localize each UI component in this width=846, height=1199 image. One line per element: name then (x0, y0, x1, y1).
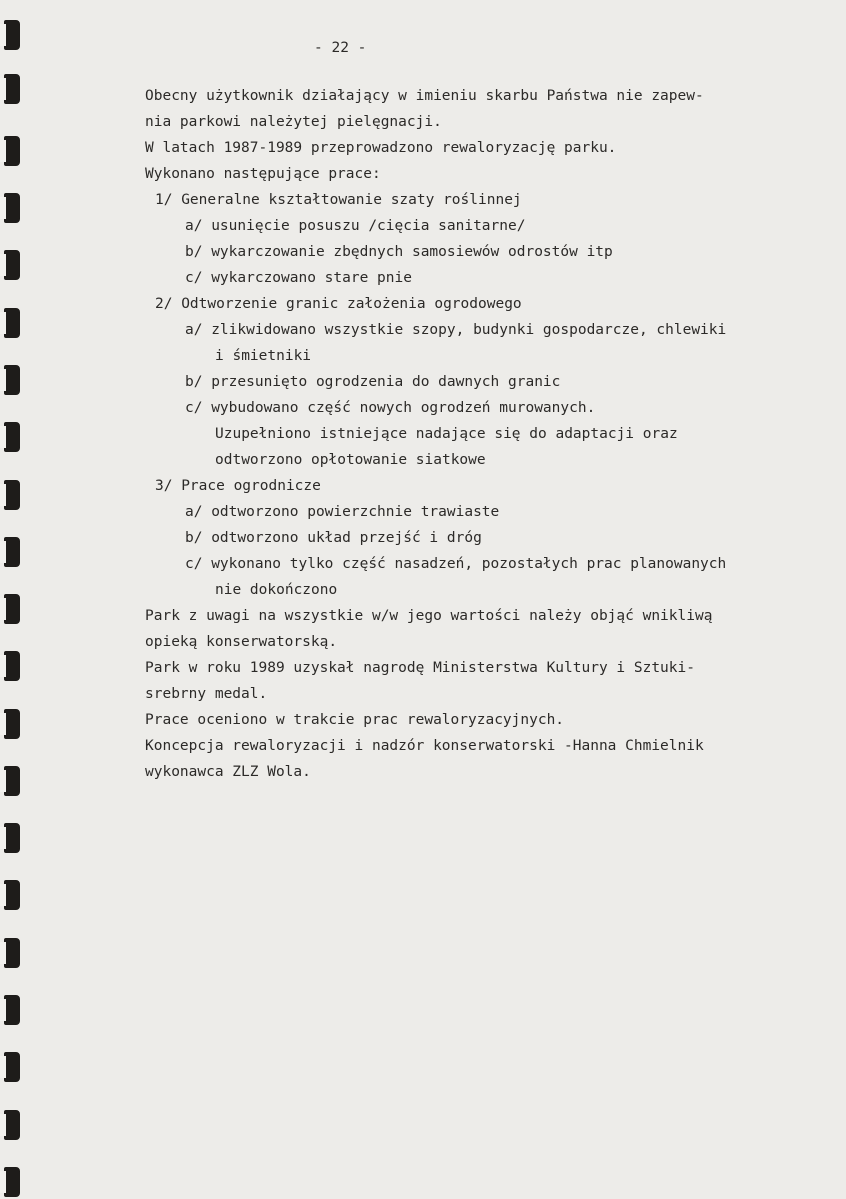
text-line: c/ wybudowano część nowych ogrodzeń murowanych. (185, 400, 596, 416)
text-line: 2/ Odtworzenie granic założenia ogrodowego (155, 296, 522, 312)
binding-hole (4, 1167, 20, 1197)
spiral-binding (0, 0, 30, 1199)
binding-hole (4, 995, 20, 1025)
binding-hole (4, 193, 20, 223)
text-line: W latach 1987-1989 przeprowadzono rewaloryzację parku. (145, 140, 617, 156)
text-line: Koncepcja rewaloryzacji i nadzór konserwatorski -Hanna Chmielnik (145, 738, 704, 754)
binding-hole (4, 1052, 20, 1082)
text-line: b/ przesunięto ogrodzenia do dawnych granic (185, 374, 561, 390)
binding-hole (4, 537, 20, 567)
text-line: i śmietniki (215, 348, 312, 364)
text-line: Obecny użytkownik działający w imieniu skarbu Państwa nie zapew- (145, 88, 704, 104)
text-line: nie dokończono (215, 582, 338, 598)
text-line: Park w roku 1989 uzyskał nagrodę Ministerstwa Kultury i Sztuki- (145, 660, 695, 676)
text-line: wykonawca ZLZ Wola. (145, 764, 311, 780)
binding-hole (4, 880, 20, 910)
text-line: odtworzono opłotowanie siatkowe (215, 452, 486, 468)
binding-hole (4, 651, 20, 681)
text-line: a/ zlikwidowano wszystkie szopy, budynki gospodarcze, chlewiki (185, 322, 727, 338)
text-line: b/ odtworzono układ przejść i dróg (185, 530, 482, 546)
text-line: c/ wykonano tylko część nasadzeń, pozostałych prac planowanych (185, 556, 727, 572)
text-line: nia parkowi należytej pielęgnacji. (145, 114, 442, 130)
binding-hole (4, 480, 20, 510)
text-line: srebrny medal. (145, 686, 268, 702)
text-line: Park z uwagi na wszystkie w/w jego wartości należy objąć wnikliwą (145, 608, 713, 624)
binding-hole (4, 938, 20, 968)
text-line: Uzupełniono istniejące nadające się do adaptacji oraz (215, 426, 678, 442)
document-body (145, 0, 825, 780)
text-line: a/ odtworzono powierzchnie trawiaste (185, 504, 500, 520)
binding-hole (4, 422, 20, 452)
binding-hole (4, 594, 20, 624)
binding-hole (4, 74, 20, 104)
binding-hole (4, 823, 20, 853)
binding-hole (4, 709, 20, 739)
binding-hole (4, 20, 20, 50)
text-line: Prace oceniono w trakcie prac rewaloryzacyjnych. (145, 712, 565, 728)
text-line: 1/ Generalne kształtowanie szaty roślinnej (155, 192, 522, 208)
binding-hole (4, 1110, 20, 1140)
text-line: opieką konserwatorską. (145, 634, 338, 650)
binding-hole (4, 136, 20, 166)
text-line: b/ wykarczowanie zbędnych samosiewów odrostów itp (185, 244, 613, 260)
binding-hole (4, 365, 20, 395)
text-line: 3/ Prace ogrodnicze (155, 478, 321, 494)
page-number: - 22 - (314, 40, 367, 56)
text-line: Wykonano następujące prace: (145, 166, 381, 182)
binding-hole (4, 766, 20, 796)
text-line: a/ usunięcie posuszu /cięcia sanitarne/ (185, 218, 526, 234)
text-line: c/ wykarczowano stare pnie (185, 270, 412, 286)
binding-hole (4, 308, 20, 338)
binding-hole (4, 250, 20, 280)
